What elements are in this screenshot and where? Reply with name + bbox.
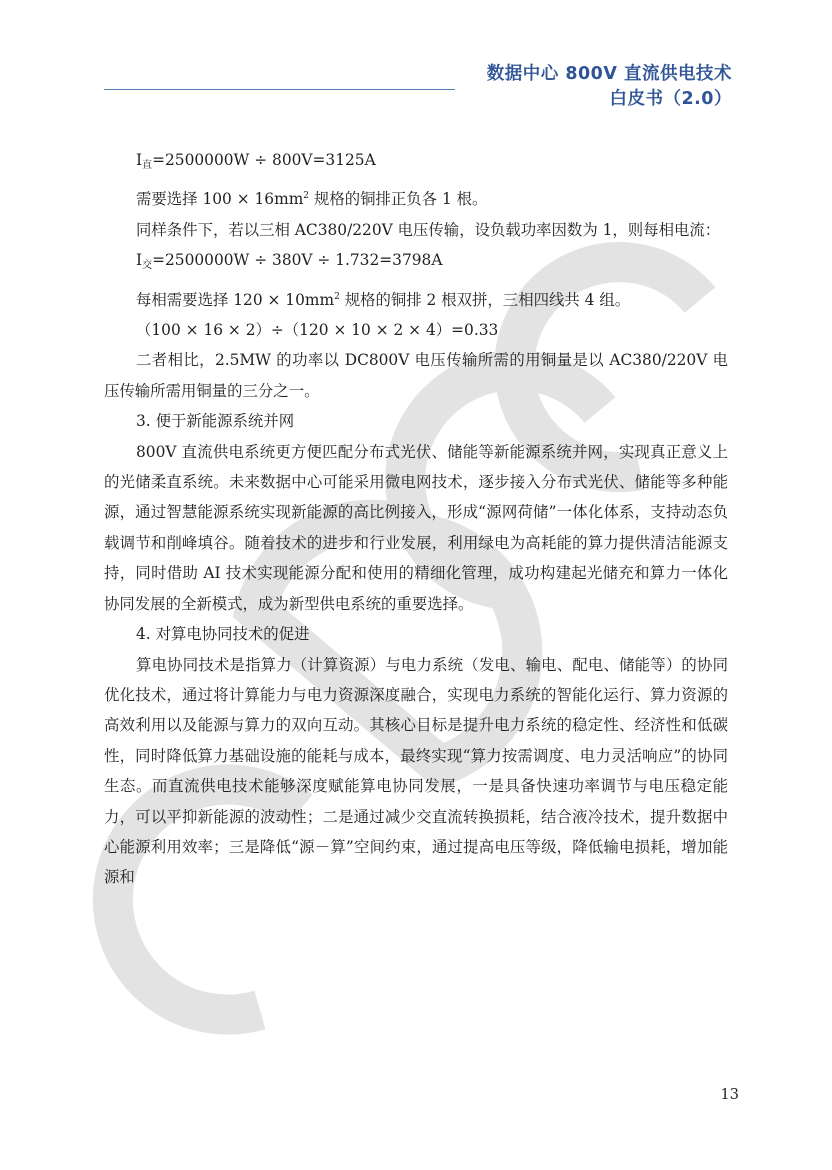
formula-ac-current: $I_交=2500000W \div 380V \div 1.732=3798A$ <box>136 251 443 272</box>
formula-ratio: （100 × 16 × 2）÷（120 × 10 × 2 × 4）=0.33 <box>136 321 499 340</box>
header-title-line1: 数据中心 800V 直流供电技术 <box>486 64 732 84</box>
paragraph-compute-power-synergy: 算电协同技术是指算力（计算资源）与电力系统（发电、输电、配电、储能等）的协同优化技术，通过将计算能力与电力资源深度融合，实现电力系统的智能化运行、算力资源的高效利用以及能源与算力的双向互动。其核心目标是提升电力系统的稳定性、经济性和低碳性，同时降低算力基础设施的能耗与成本，最终实现“算力按需调度、电力灵活响应”的协同生态。而直流供电技术能够深度赋能算电协同发展，一是具备快速功率调节与电压稳定能力，可以平抑新能源的波动性；二是通过减少交直流转换损耗，结合液冷技术，提升数据中心能源利用效率；三是降低“源－算”空间约束，通过提高电压等级，降低输电损耗，增加能源和 <box>104 655 728 887</box>
header-title-line2: 白皮书（2.0） <box>609 89 732 109</box>
running-header <box>487 62 732 112</box>
paragraph-ac-condition: 同样条件下，若以三相 AC380/220V 电压传输，设负载功率因数为 1，则每相电流： <box>136 220 721 239</box>
formula-dc-current: $I_直=2500000W \div 800V=3125A$ <box>136 151 376 171</box>
paragraph-comparison: 二者相比，2.5MW 的功率以 DC800V 电压传输所需的用铜量是以 AC380/220V 电压传输所需用铜量的三分之一。 <box>104 351 728 400</box>
section-heading-3: 3. 便于新能源系统并网 <box>136 412 295 431</box>
paragraph-renewable-grid: 800V 直流供电系统更方便匹配分布式光伏、储能等新能源系统并网，实现真正意义上的光储柔直系统。未来数据中心可能采用微电网技术，逐步接入分布式光伏、储能等多种能源，通过智慧能源系统实现新能源的高比例接入，形成“源网荷储”一体化体系，支持动态负载调节和削峰填谷。随着技术的进步和行业发展，利用绿电为高耗能的算力提供清洁能源支持，同时借助 AI 技术实现能源分配和使用的精细化管理，成功构建起光储充和算力一体化协同发展的全新模式，成为新型供电系统的重要选择。 <box>104 442 728 613</box>
paragraph-ac-busbar: 每相需要选择 $120 \times 10mm^2$ 规格的铜排 2 根双拼，三相四线共 4 组。 <box>136 290 631 309</box>
document-body <box>104 145 728 893</box>
section-heading-4: 4. 对算电协同技术的促进 <box>136 625 310 644</box>
page-number: 13 <box>720 1087 739 1103</box>
paragraph-dc-busbar: 需要选择 $100 \times 16mm^2$ 规格的铜排正负各 1 根。 <box>136 190 488 209</box>
header-rule <box>104 89 455 90</box>
